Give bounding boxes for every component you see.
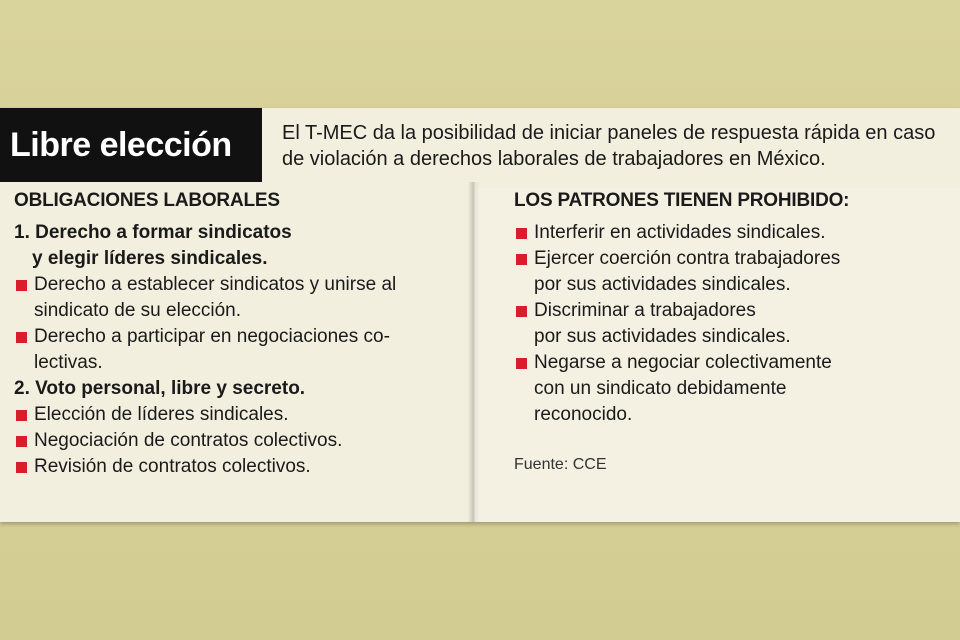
section-1-line-2: y elegir líderes sindicales.: [32, 248, 268, 269]
intro-text: El T-MEC da la posibilidad de iniciar paneles de respuesta rápida en caso de violación a derechos laborales de trabajadores en México.: [282, 122, 936, 170]
list-item: [14, 402, 460, 428]
red-square-bullet-icon: [16, 462, 27, 473]
red-square-bullet-icon: [16, 332, 27, 343]
red-square-bullet-icon: [16, 436, 27, 447]
left-column: [0, 188, 470, 522]
section-2-title: 2. Voto personal, libre y secreto.: [14, 378, 306, 399]
list-item-text: por sus actividades sindicales.: [534, 274, 791, 295]
list-item-text: Elección de líderes sindicales.: [34, 404, 289, 425]
page-title: Libre elección: [10, 125, 232, 164]
red-square-bullet-icon: [516, 358, 527, 369]
section-1-line-1: 1. Derecho a formar sindicatos: [14, 222, 292, 243]
list-item: [14, 454, 460, 480]
red-square-bullet-icon: [516, 306, 527, 317]
list-item-text: Discriminar a trabajadores: [534, 300, 756, 321]
list-item: [514, 350, 950, 428]
right-column: [474, 188, 960, 522]
list-item: [514, 220, 950, 246]
list-item-text: lectivas.: [34, 352, 103, 373]
list-item-text: Interferir en actividades sindicales.: [534, 222, 826, 243]
list-item: [14, 272, 460, 324]
list-item-text: reconocido.: [534, 404, 633, 425]
list-item: [514, 298, 950, 350]
list-item: [514, 246, 950, 298]
list-item-text: Negarse a negociar colectivamente: [534, 352, 832, 373]
list-item-text: Derecho a participar en negociaciones co-: [34, 326, 390, 347]
red-square-bullet-icon: [16, 410, 27, 421]
list-item-text: Ejercer coerción contra trabajadores: [534, 248, 841, 269]
list-item-text: Revisión de contratos colectivos.: [34, 456, 311, 477]
list-item-text: Derecho a establecer sindicatos y unirse al: [34, 274, 397, 295]
list-item-text: sindicato de su elección.: [34, 300, 242, 321]
title-box: [0, 108, 262, 182]
red-square-bullet-icon: [516, 228, 527, 239]
source-credit: Fuente: CCE: [514, 456, 607, 473]
red-square-bullet-icon: [516, 254, 527, 265]
page-fold-shadow: [468, 182, 480, 522]
list-item-text: por sus actividades sindicales.: [534, 326, 791, 347]
list-item-text: con un sindicato debidamente: [534, 378, 787, 399]
list-item: [14, 428, 460, 454]
red-square-bullet-icon: [16, 280, 27, 291]
list-item: [14, 324, 460, 376]
section-1-title: [14, 220, 460, 272]
list-item-text: Negociación de contratos colectivos.: [34, 430, 343, 451]
prohibitions-heading: LOS PATRONES TIENEN PROHIBIDO:: [514, 190, 850, 211]
obligations-heading: OBLIGACIONES LABORALES: [14, 190, 280, 211]
